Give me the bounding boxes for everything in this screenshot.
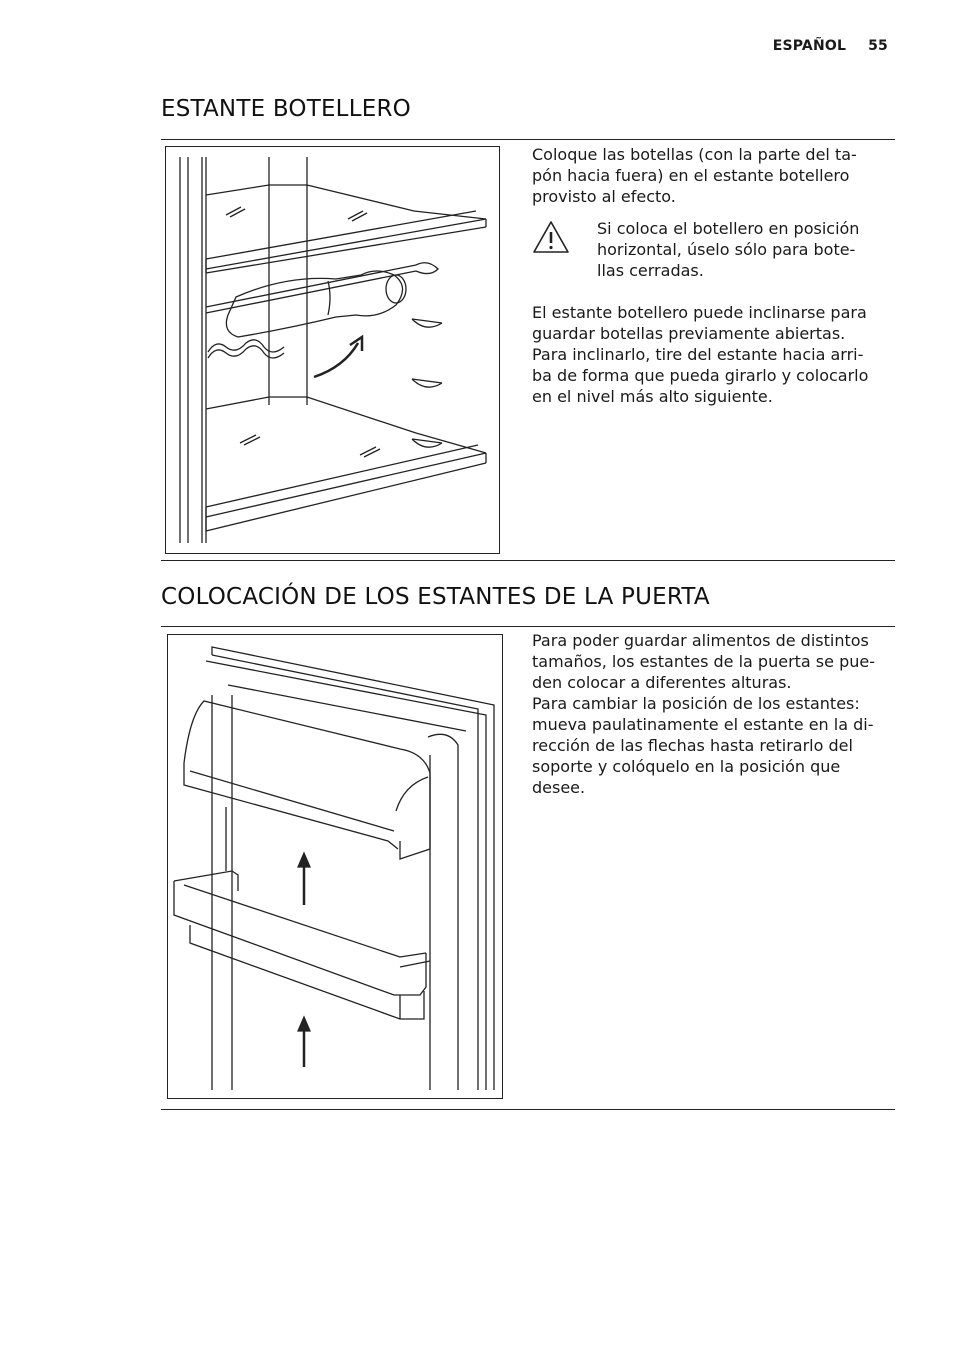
header-language: ESPAÑOL bbox=[772, 38, 847, 54]
bottle-rack-paragraph-1: Coloque las botellas (con la parte del ta- pón hacia fuera) en el estante botellero provisto al efecto. bbox=[532, 145, 857, 206]
door-shelves-illustration bbox=[167, 634, 503, 1099]
bottle-rack-tilt-text bbox=[532, 302, 890, 407]
page-number: 55 bbox=[868, 38, 888, 54]
bottle-rack-illustration bbox=[165, 146, 500, 554]
section-rule-door bbox=[161, 626, 895, 627]
page-header bbox=[773, 38, 888, 54]
section-title-door-shelves: COLOCACIÓN DE LOS ESTANTES DE LA PUERTA bbox=[161, 584, 710, 610]
section-rule-middle bbox=[161, 560, 895, 561]
warning-note bbox=[532, 218, 890, 281]
door-shelves-text bbox=[532, 630, 890, 798]
warning-text: Si coloca el botellero en posición horizontal, úselo sólo para bote- llas cerradas. bbox=[597, 219, 860, 280]
bottle-rack-paragraph-2: El estante botellero puede inclinarse para guardar botellas previamente abiertas. Para inclinarlo, tire del estante hacia arri- ba de forma que pueda girarlo y colocarlo en el nivel más alto siguiente. bbox=[532, 303, 869, 406]
section-rule-top bbox=[161, 139, 895, 140]
warning-triangle-icon bbox=[532, 220, 570, 258]
section-rule-bottom bbox=[161, 1109, 895, 1110]
bottle-rack-intro-text bbox=[532, 144, 890, 207]
door-shelves-paragraph: Para poder guardar alimentos de distintos tamaños, los estantes de la puerta se pue- den colocar a diferentes alturas. Para cambiar la posición de los estantes: mueva paulatinamente el estante en la di- rección de las flechas hasta retirarlo del soporte y colóquelo en la posición que desee. bbox=[532, 631, 875, 797]
section-title-bottle-rack: ESTANTE BOTELLERO bbox=[161, 96, 411, 122]
